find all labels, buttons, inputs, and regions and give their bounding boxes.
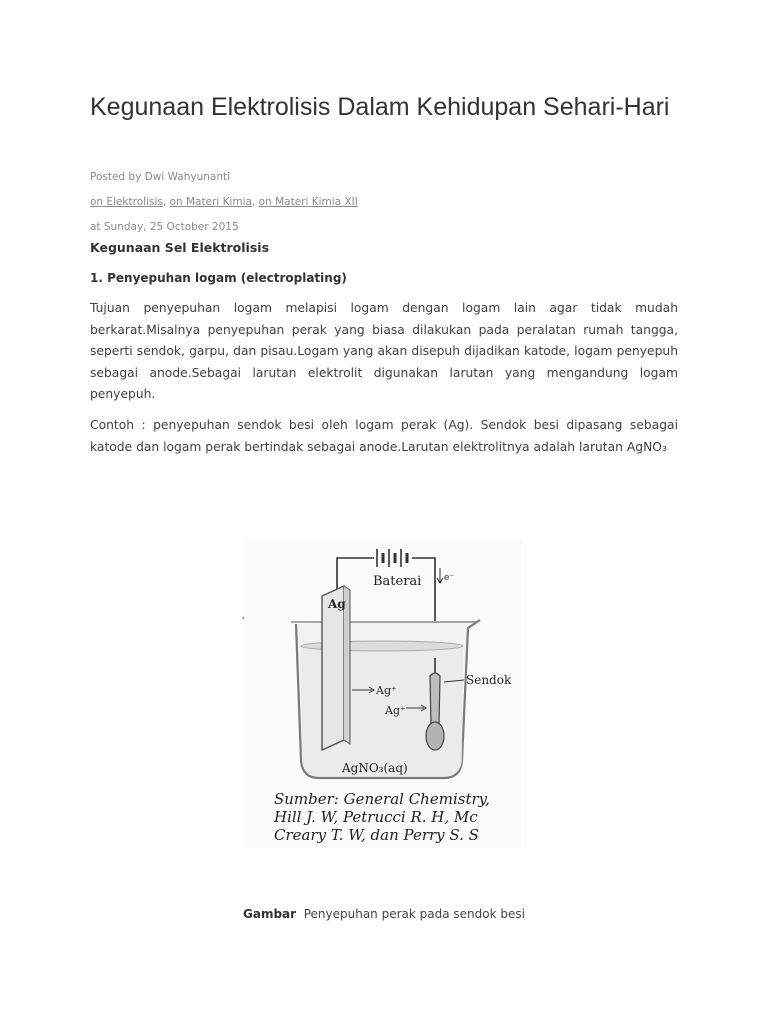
ion-label-2: Ag⁺ [385, 704, 406, 717]
post-labels [90, 196, 358, 208]
figure-source-line-3: Creary T. W, dan Perry S. S [274, 826, 479, 844]
label-link-materi-kimia[interactable]: on Materi Kimia [169, 196, 252, 208]
paragraph-example: Contoh : penyepuhan sendok besi oleh logam perak (Ag). Sendok besi dipasang sebagai katode dan logam perak bertindak sebagai anode.Larutan elektrolitnya adalah larutan AgNO₃ [90, 418, 678, 454]
solution-label: AgNO₃(aq) [342, 761, 408, 775]
paragraph-electroplating: Tujuan penyepuhan logam melapisi logam dengan logam lain agar tidak mudah berkarat.Misalnya penyepuhan perak yang biasa dilakukan pada peralatan rumah tangga, seperti sendok, garpu, dan pisau.Logam yang akan disepuh dijadikan katode, logam penyepuh sebagai anode.Sebagai larutan elektrolit digunakan larutan yang mengandung logam penyepuh. [90, 301, 678, 401]
battery-label: Baterai [373, 574, 422, 589]
subsection-heading: 1. Penyepuhan logam (electroplating) [90, 271, 347, 285]
post-title: Kegunaan Elektrolisis Dalam Kehidupan Sehari-Hari [90, 93, 670, 121]
spoon-label: Sendok [466, 673, 512, 687]
figure-source-line-2: Hill J. W, Petrucci R. H, Mc [274, 808, 478, 826]
section-heading: Kegunaan Sel Elektrolisis [90, 240, 270, 255]
electroplating-figure [244, 538, 522, 848]
figure-source-line-1: Sumber: General Chemistry, [274, 790, 490, 808]
label-link-materi-kimia-xii[interactable]: on Materi Kimia XII [258, 196, 358, 208]
post-date: at Sunday, 25 October 2015 [90, 221, 239, 233]
label-link-elektrolisis[interactable]: on Elektrolisis [90, 196, 163, 208]
electron-label: e⁻ [444, 573, 455, 583]
label-separator: , [162, 196, 170, 208]
anode-label: Ag [328, 597, 346, 611]
label-separator: , [251, 196, 259, 208]
ion-label-1: Ag⁺ [376, 684, 397, 697]
caption-text: Penyepuhan perak pada sendok besi [303, 907, 525, 921]
beaker [291, 620, 480, 778]
caption-label: Gambar [243, 907, 297, 921]
post-author: Posted by Dwi Wahyunanti [90, 171, 231, 183]
figure-caption [0, 907, 768, 921]
